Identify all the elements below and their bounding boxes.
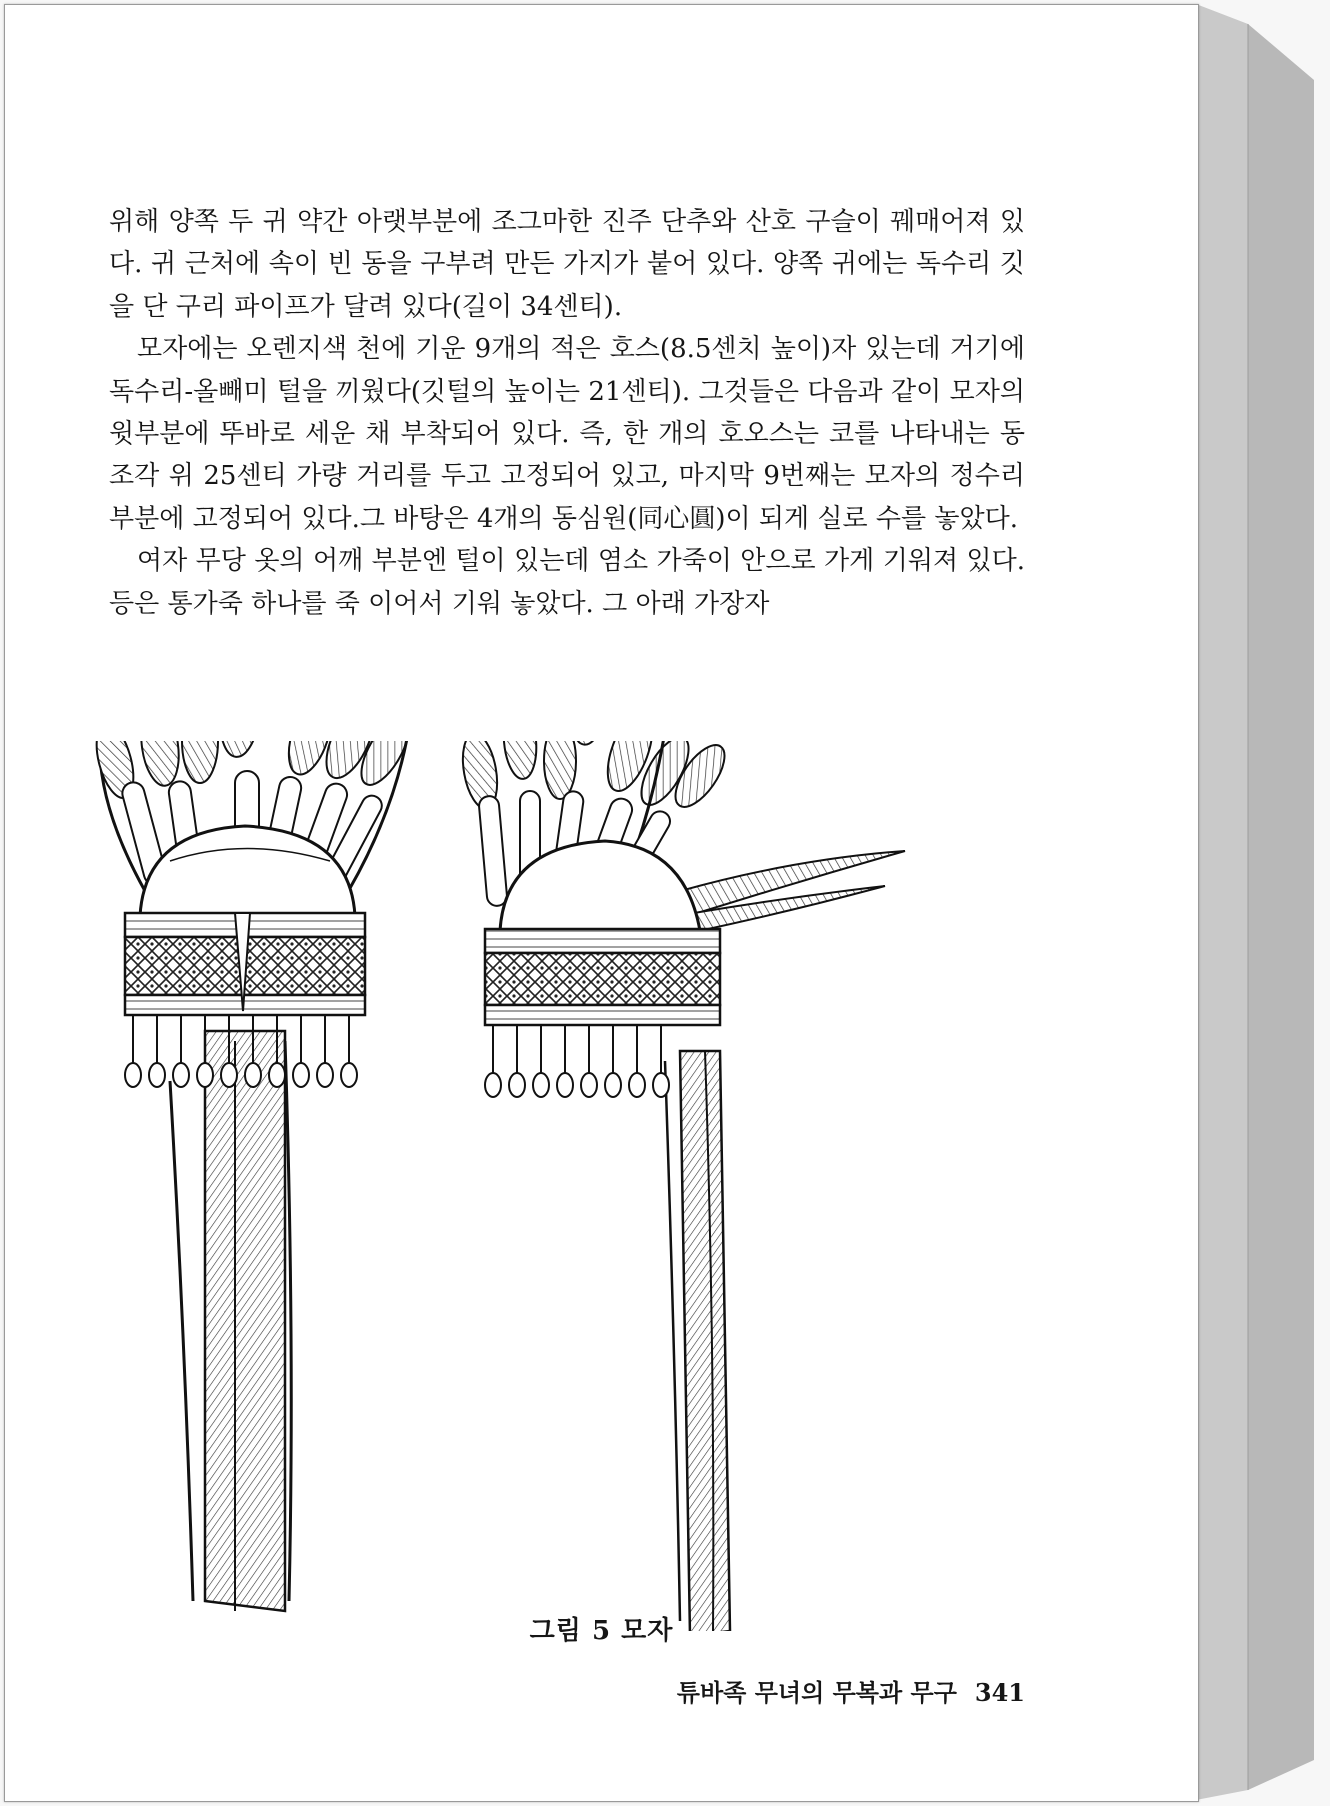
left-hat (90, 741, 418, 1611)
body-text (109, 201, 1025, 625)
right-hat (458, 741, 905, 1631)
running-title: 튜바족 무녀의 무복과 무구 (676, 1678, 957, 1707)
paragraph-1: 위해 양쪽 두 귀 약간 아랫부분에 조그마한 진주 단추와 산호 구슬이 꿰매어져 있다. 귀 근처에 속이 빈 동을 구부려 만든 가지가 붙어 있다. 양쪽 귀에는 독수리 깃을 단 구리 파이프가 달려 있다(길이 34센티). (109, 207, 1025, 322)
paragraph-2: 모자에는 오렌지색 천에 기운 9개의 적은 호스(8.5센치 높이)자 있는데 거기에 독수리-올빼미 털을 끼웠다(깃털의 높이는 21센티). 그것들은 다음과 같이 모자의 윗부분에 뚜바로 세운 채 부착되어 있다. 즉, 한 개의 호오스는 코를 나타내는 동조각 위 25센티 가량 거리를 두고 고정되어 있고, 마지막 9번째는 모자의 정수리 부분에 고정되어 있다.그 바탕은 4개의 동심원(同心圓)이 되게 실로 수를 놓았다. (109, 334, 1025, 534)
paragraph-3: 여자 무당 옷의 어깨 부분엔 털이 있는데 염소 가죽이 안으로 가게 기워져 있다. 등은 통가죽 하나를 죽 이어서 기워 놓았다. 그 아래 가장자 (109, 546, 1025, 619)
hat-illustration (75, 741, 1045, 1631)
book-page (4, 4, 1199, 1802)
shaman-hats-drawing (75, 741, 1045, 1631)
book-edge (1196, 0, 1330, 1806)
page-footer (625, 1673, 1025, 1708)
figure-caption: 그림 5 모자 (529, 1616, 674, 1646)
page-number: 341 (974, 1678, 1025, 1707)
